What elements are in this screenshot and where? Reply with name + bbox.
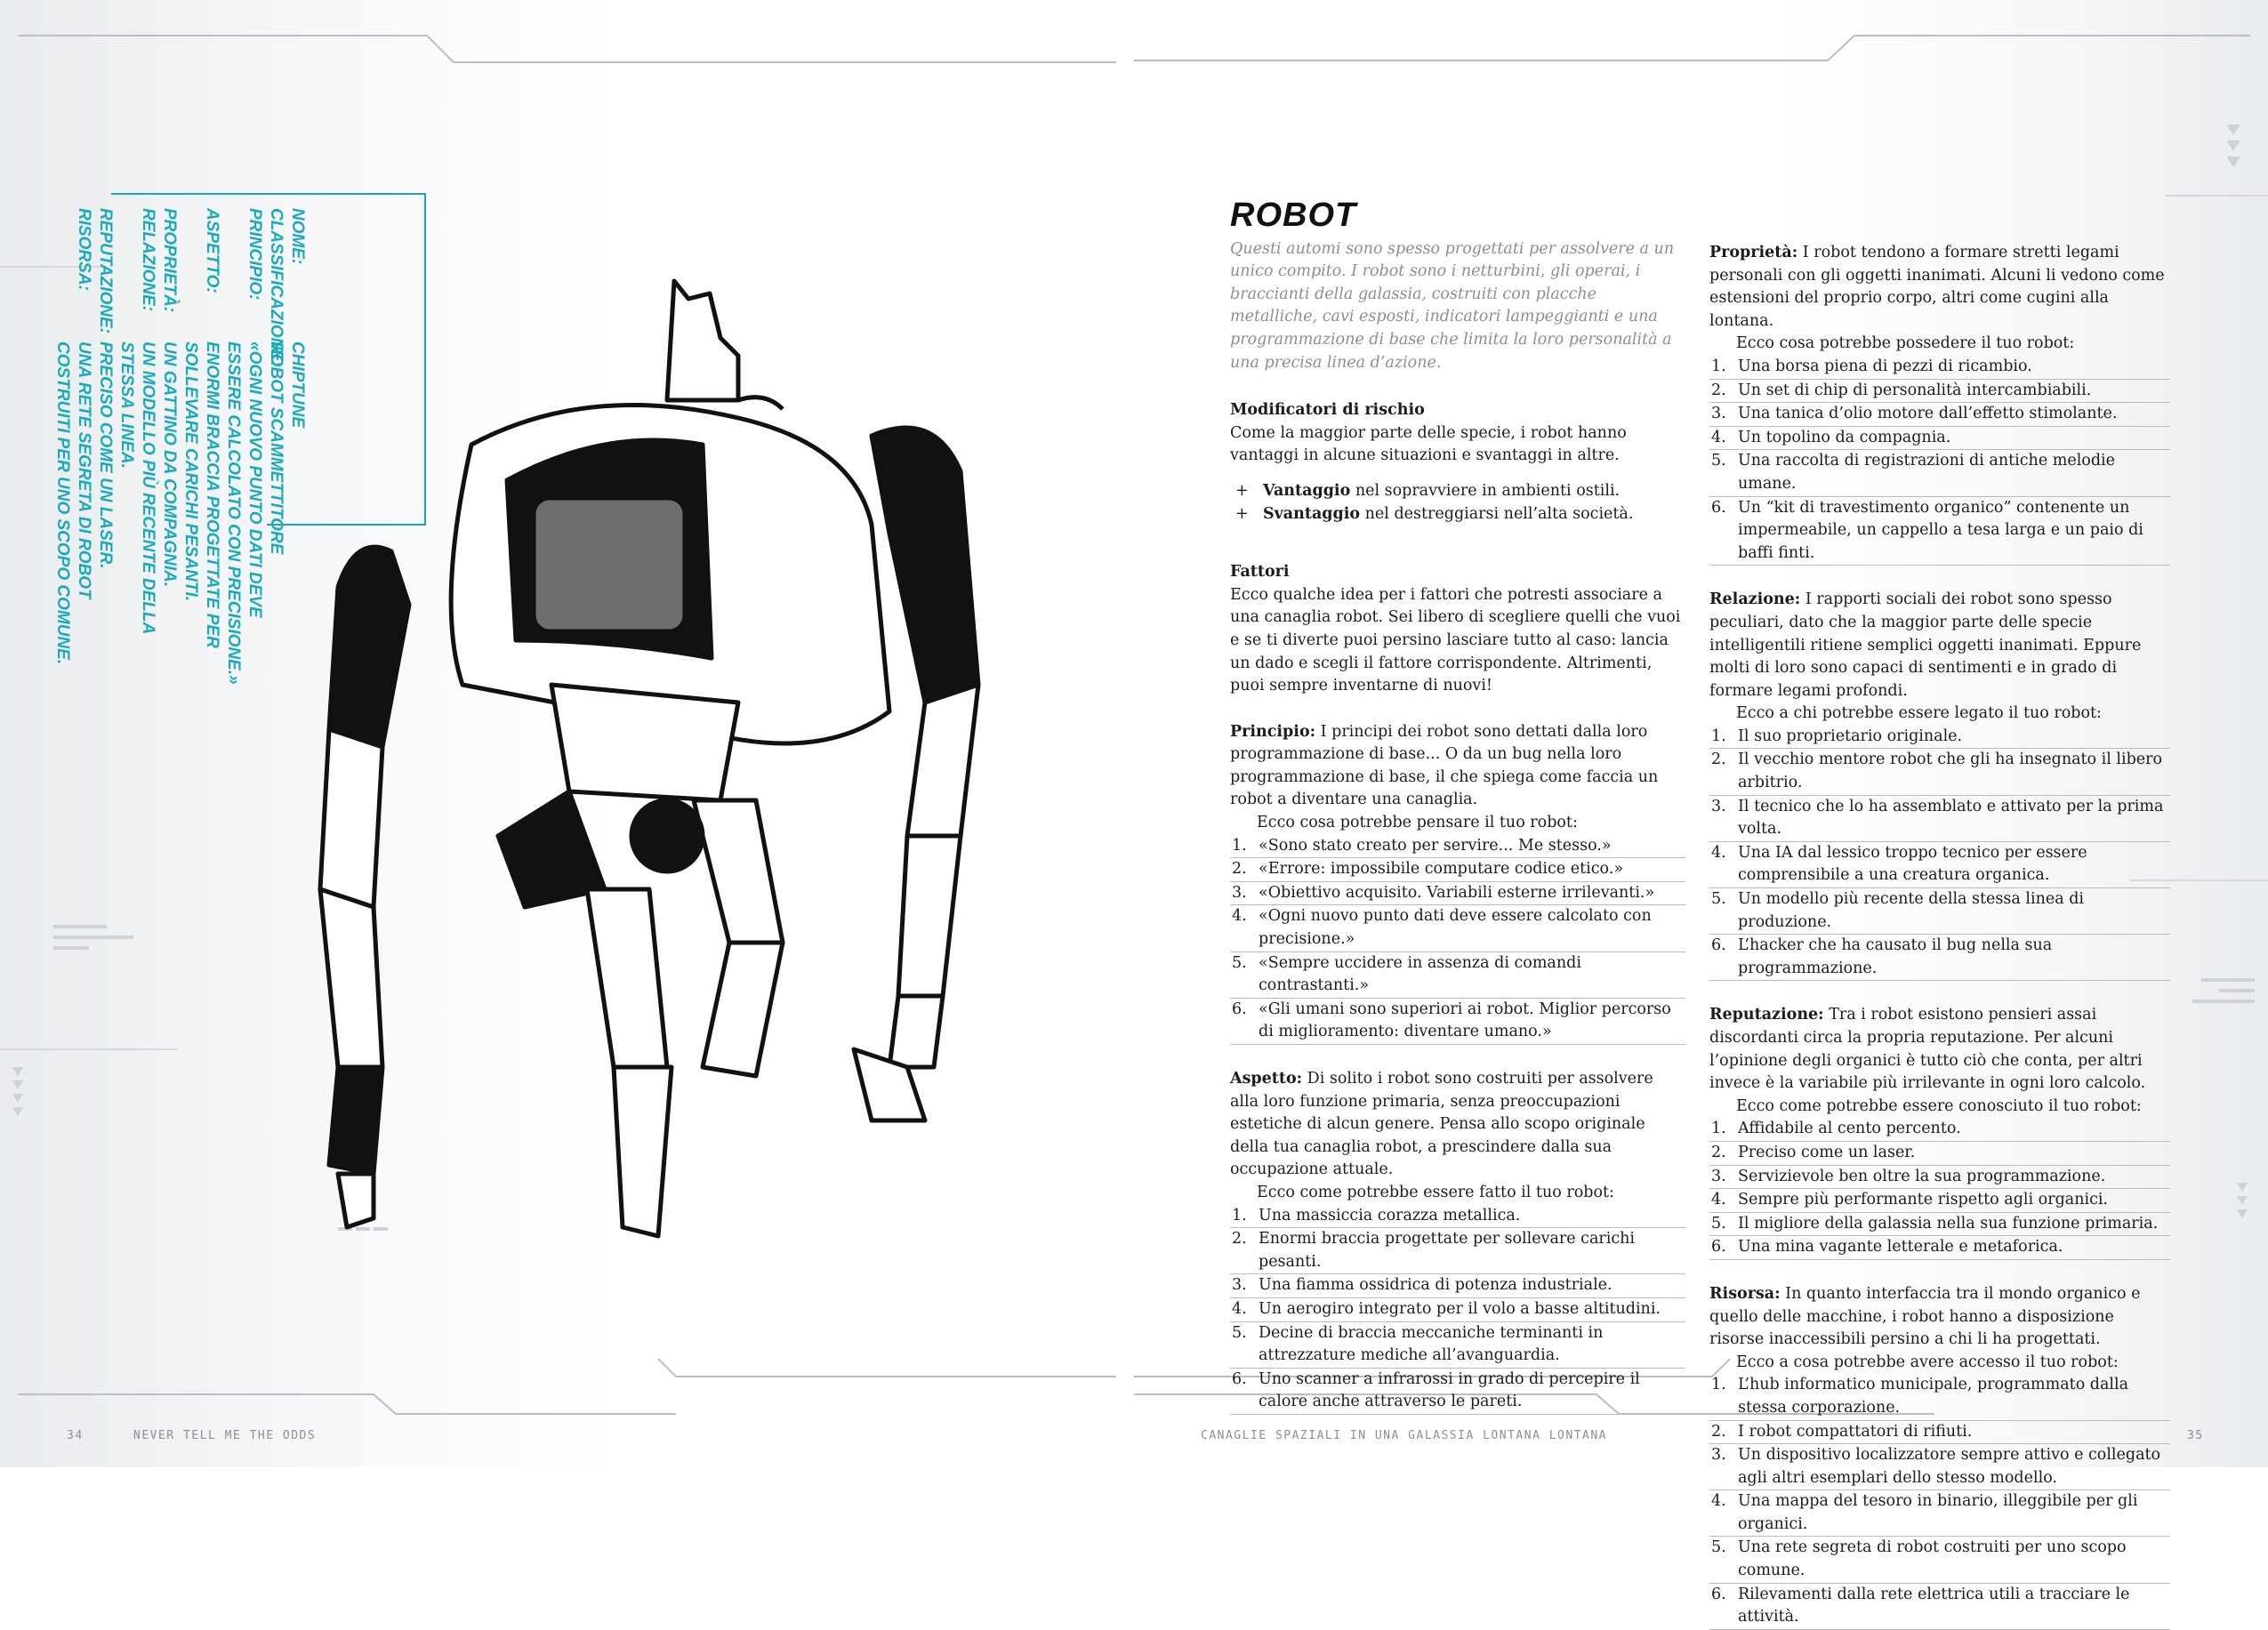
stat-value: PRECISO COME UN LASER. — [96, 341, 115, 569]
factors-heading: Fattori — [1230, 563, 1290, 582]
stat-label: ASPETTO: — [203, 208, 221, 293]
list-item: 2. «Errore: impossibile computare codice etico.» — [1230, 858, 1685, 882]
risorsa-list — [1709, 1374, 2170, 1630]
page-number: 34 — [67, 1429, 84, 1442]
stat-row — [265, 208, 286, 688]
stat-value: CHIPTUNE — [288, 341, 307, 429]
list-item: + Vantaggio nel sopravviere in ambienti ostili. — [1230, 480, 1685, 503]
stat-row — [116, 208, 158, 688]
running-title: CANAGLIE SPAZIALI IN UNA GALASSIA LONTANA LONTANA — [1201, 1429, 1608, 1442]
stat-row — [180, 208, 222, 688]
character-stat-block — [53, 208, 308, 688]
principio-section: Principio: I principi dei robot sono dettati dalla loro programmazione di base... O da un bug nella loro programmazione di base, il che spiega come faccia un robot a diventare una canaglia. — [1230, 722, 1659, 809]
list-item: 1. Una borsa piena di pezzi di ricambio. — [1709, 356, 2170, 380]
list-item: 1. Affidabile al cento percento. — [1709, 1118, 2170, 1142]
proprieta-prompt: Ecco cosa potrebbe possedere il tuo robot: — [1736, 334, 2075, 353]
list-item: 2. Un set di chip di personalità intercambiabili. — [1709, 380, 2170, 404]
stat-row — [222, 208, 265, 688]
stat-value: UN MODELLO PIÙ RECENTE DELLA STESSA LINEA. — [117, 341, 157, 634]
relazione-list — [1709, 726, 2170, 982]
principio-list — [1230, 835, 1685, 1045]
list-item: 1. Il suo proprietario originale. — [1709, 726, 2170, 750]
aspetto-list — [1230, 1205, 1685, 1415]
risk-heading: Modificatori di rischio — [1230, 401, 1425, 420]
stat-label: REPUTAZIONE: — [96, 208, 115, 334]
stat-value: «OGNI NUOVO PUNTO DATI DEVE ESSERE CALCOLATO CON PRECISIONE.» — [224, 341, 264, 685]
stat-label: PROPRIETÀ: — [160, 208, 179, 313]
list-item: 1. «Sono stato creato per servire... Me stesso.» — [1230, 835, 1685, 859]
list-item: 6. Rilevamenti dalla rete elettrica utili a tracciare le attività. — [1709, 1584, 2170, 1630]
stat-value: ROBOT SCAMMETTITORE — [267, 341, 286, 555]
left-page — [0, 0, 1134, 1467]
page-title: ROBOT — [1230, 197, 1357, 234]
intro-paragraph: Questi automi sono spesso progettati per assolvere a un unico compito. I robot sono i netturbini, gli operai, i braccianti della galassia, costruiti con placche metalliche, cavi esposti, indicatori lampeggianti e una programmazione di base che limita la loro personalità a una precisa linea d’azione. — [1230, 239, 1675, 372]
list-item: 2. I robot compattatori di rifiuti. — [1709, 1421, 2170, 1445]
stat-value: UN GATTINO DA COMPAGNIA. — [160, 341, 179, 588]
list-item: 5. Una raccolta di registrazioni di antiche melodie umane. — [1709, 450, 2170, 496]
risorsa-prompt: Ecco a cosa potrebbe avere accesso il tuo robot: — [1736, 1353, 2119, 1371]
stat-label: RELAZIONE: — [139, 208, 157, 312]
reputazione-list — [1709, 1118, 2170, 1260]
list-item: 4. Un topolino da compagnia. — [1709, 427, 2170, 451]
stat-row — [286, 208, 308, 688]
list-item: 5. Decine di braccia meccaniche terminanti in attrezzature mediche all’avanguardia. — [1230, 1322, 1685, 1369]
list-item: 3. Una tanica d’olio motore dall’effetto stimolante. — [1709, 403, 2170, 427]
list-item: 3. Il tecnico che lo ha assemblato e attivato per la prima volta. — [1709, 796, 2170, 842]
list-item: 4. Una mappa del tesoro in binario, illeggibile per gli organici. — [1709, 1490, 2170, 1537]
list-item: 3. Servizievole ben oltre la sua programmazione. — [1709, 1166, 2170, 1190]
stat-label: RISORSA: — [75, 208, 93, 291]
list-item: 3. Una fiamma ossidrica di potenza industriale. — [1230, 1274, 1685, 1298]
list-item: 5. Il migliore della galassia nella sua funzione primaria. — [1709, 1213, 2170, 1237]
relazione-prompt: Ecco a chi potrebbe essere legato il tuo robot: — [1736, 704, 2102, 723]
list-item: 2. Il vecchio mentore robot che gli ha insegnato il libero arbitrio. — [1709, 749, 2170, 795]
robot-with-cat-illustration — [320, 267, 1050, 1281]
list-item: + Svantaggio nel destreggiarsi nell’alta società. — [1230, 503, 1685, 526]
list-item: 4. «Ogni nuovo punto dati deve essere calcolato con precisione.» — [1230, 905, 1685, 952]
stat-row — [52, 208, 94, 688]
list-item: 2. Preciso come un laser. — [1709, 1142, 2170, 1166]
stat-label: CLASSIFICAZIONE: — [267, 208, 286, 367]
reputazione-prompt: Ecco come potrebbe essere conosciuto il tuo robot: — [1736, 1096, 2142, 1115]
stat-row — [158, 208, 180, 688]
factors-text: Ecco qualche idea per i fattori che potresti associare a una canaglia robot. Sei libero di scegliere quelli che vuoi e se ti diverte puoi persino lasciare tutto al caso: lancia un dado e scegli il fattore corrispondente. Altrimenti, puoi sempre inventarne di nuovi! — [1230, 585, 1681, 695]
list-item: 6. «Gli umani sono superiori ai robot. Miglior percorso di miglioramento: diventare umano.» — [1230, 999, 1685, 1045]
list-item: 6. L’hacker che ha causato il bug nella sua programmazione. — [1709, 935, 2170, 981]
list-item: 6. Una mina vagante letterale e metaforica. — [1709, 1236, 2170, 1260]
aspetto-prompt: Ecco come potrebbe essere fatto il tuo robot: — [1257, 1183, 1614, 1201]
risorsa-section: Risorsa: In quanto interfaccia tra il mondo organico e quello delle macchine, i robot hanno a disposizione risorse inaccessibili persino a chi li ha progettati. — [1709, 1284, 2141, 1349]
list-item: 6. Uno scanner a infrarossi in grado di percepire il calore anche attraverso le pareti. — [1230, 1369, 1685, 1415]
stat-value: UNA RETE SEGRETA DI ROBOT COSTRUITI PER UNO SCOPO COMUNE. — [53, 341, 93, 665]
list-item: 6. Un “kit di travestimento organico” contenente un impermeabile, un cappello a tesa larga e un paio di baffi finti. — [1709, 497, 2170, 566]
list-item: 3. «Obiettivo acquisito. Variabili esterne irrilevanti.» — [1230, 882, 1685, 906]
right-page — [1134, 0, 2268, 1626]
risk-text: Come la maggior parte delle specie, i robot hanno vantaggi in alcune situazioni e svantaggi in altre. — [1230, 423, 1627, 465]
reputazione-section: Reputazione: Tra i robot esistono pensieri assai discordanti circa la propria reputazione. Per alcuni l’opinione degli organici è tutto ciò che conta, per altri invece è la variabile più irrilevante in ogni loro calcolo. — [1709, 1006, 2146, 1093]
proprieta-section: Proprietà: I robot tendono a formare stretti legami personali con gli oggetti inanimati. Alcuni li vedono come estensioni del proprio corpo, altri come cugini alla lontana. — [1709, 244, 2165, 330]
principio-prompt: Ecco cosa potrebbe pensare il tuo robot: — [1257, 814, 1578, 832]
text-column-2 — [1709, 242, 2170, 1630]
list-item: 1. Una massiccia corazza metallica. — [1230, 1205, 1685, 1229]
risk-list — [1230, 480, 1685, 526]
list-item: 1. L’hub informatico municipale, programmato dalla stessa corporazione. — [1709, 1374, 2170, 1420]
list-item: 2. Enormi braccia progettate per sollevare carichi pesanti. — [1230, 1228, 1685, 1274]
stat-label: PRINCIPIO: — [245, 208, 264, 301]
aspetto-section: Aspetto: Di solito i robot sono costruiti per assolvere alla loro funzione primaria, senza preoccupazioni estetiche di alcun genere. Pensa allo scopo originale della tua canaglia robot, a prescindere dalla sua occupazione attuale. — [1230, 1070, 1653, 1179]
stat-value: ENORMI BRACCIA PROGETTATE PER SOLLEVARE CARICHI PESANTI. — [181, 341, 221, 648]
list-item: 5. «Sempre uccidere in assenza di comandi contrastanti.» — [1230, 952, 1685, 999]
list-item: 4. Sempre più performante rispetto agli organici. — [1709, 1189, 2170, 1213]
stat-row — [94, 208, 116, 688]
running-title: NEVER TELL ME THE ODDS — [133, 1429, 317, 1442]
text-column-1 — [1230, 197, 1685, 1415]
list-item: 3. Un dispositivo localizzatore sempre attivo e collegato agli altri esemplari dello stesso modello. — [1709, 1444, 2170, 1490]
list-item: 5. Una rete segreta di robot costruiti per uno scopo comune. — [1709, 1537, 2170, 1583]
list-item: 4. Una IA dal lessico troppo tecnico per essere comprensibile a una creatura organica. — [1709, 842, 2170, 888]
list-item: 5. Un modello più recente della stessa linea di produzione. — [1709, 888, 2170, 935]
stat-label: NOME: — [288, 208, 307, 265]
page-number: 35 — [2187, 1429, 2204, 1442]
relazione-section: Relazione: I rapporti sociali dei robot sono spesso peculiari, dato che la maggior parte delle specie intelligentili ritiene semplici oggetti inanimati. Eppure molti di loro sono capaci di sentimenti e in grado di formare legami profondi. — [1709, 590, 2142, 700]
proprieta-list — [1709, 356, 2170, 566]
list-item: 4. Un aerogiro integrato per il volo a basse altitudini. — [1230, 1298, 1685, 1322]
